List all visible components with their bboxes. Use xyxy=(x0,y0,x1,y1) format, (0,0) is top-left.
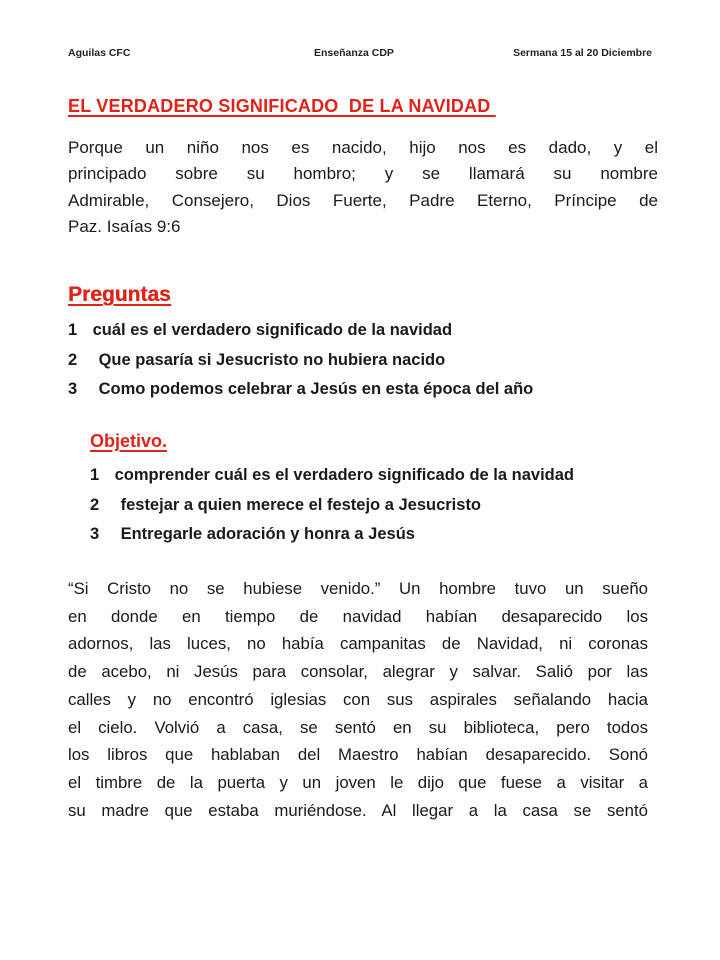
verse-line: principado sobre su hombro; y se llamará su nombre xyxy=(68,164,658,184)
item-text: Entregarle adoración y honra a Jesús xyxy=(120,525,415,543)
verse-line: Porque un niño nos es nacido, hijo nos es dado, y el xyxy=(68,138,658,157)
story-line: adornos, las luces, no había campanitas de Navidad, ni coronas xyxy=(68,634,648,654)
story-line: calles y no encontró iglesias con sus aspirales señalando hacia xyxy=(68,689,648,709)
document-title: EL VERDADERO SIGNIFICADO DE LA NAVIDAD xyxy=(68,96,496,116)
story-line: en donde en tiempo de navidad habían desaparecido los xyxy=(68,606,648,626)
verse-line: Admirable, Consejero, Dios Fuerte, Padre Eterno, Príncipe de xyxy=(68,190,658,210)
item-text: Como podemos celebrar a Jesús en esta época del año xyxy=(98,380,534,398)
item-number: 1 xyxy=(68,321,78,339)
preguntas-list xyxy=(68,316,668,405)
list-item xyxy=(90,461,690,491)
item-number: 3 xyxy=(90,525,100,543)
story-line: su madre que estaba muriéndose. Al llegar a la casa se sentó xyxy=(68,800,648,820)
bible-verse xyxy=(68,135,658,240)
page-header xyxy=(68,47,652,63)
preguntas-heading: Preguntas xyxy=(68,283,171,306)
item-text: festejar a quien merece el festejo a Jesucristo xyxy=(120,495,482,514)
header-left: Aguilas CFC xyxy=(68,47,131,59)
list-item xyxy=(90,520,690,550)
story-line: de acebo, ni Jesús para consolar, alegrar y salvar. Salió por las xyxy=(68,662,648,682)
item-number: 3 xyxy=(68,380,78,398)
item-text: comprender cuál es el verdadero significado de la navidad xyxy=(114,466,574,484)
item-text: cuál es el verdadero significado de la navidad xyxy=(92,321,453,339)
story-paragraph xyxy=(68,575,648,824)
list-item xyxy=(68,346,668,376)
item-text: Que pasaría si Jesucristo no hubiera nacido xyxy=(98,350,446,369)
item-number: 1 xyxy=(90,466,100,484)
objetivo-heading: Objetivo. xyxy=(90,431,168,451)
header-center: Enseñanza CDP xyxy=(314,47,394,59)
story-line: los libros que hablaban del Maestro habían desaparecido. Sonó xyxy=(68,745,648,765)
list-item xyxy=(68,375,668,405)
item-number: 2 xyxy=(90,495,100,514)
header-right: Sermana 15 al 20 Diciembre xyxy=(513,47,652,59)
objetivo-list xyxy=(90,461,690,550)
verse-line: Paz. Isaías 9:6 xyxy=(68,216,181,236)
list-item xyxy=(68,316,668,346)
story-line: el cielo. Volvió a casa, se sentó en su biblioteca, pero todos xyxy=(68,717,648,737)
story-line: “Si Cristo no se hubiese venido.” Un hombre tuvo un sueño xyxy=(68,579,648,598)
story-line: el timbre de la puerta y un joven le dijo que fuese a visitar a xyxy=(68,772,648,792)
item-number: 2 xyxy=(68,350,78,369)
list-item xyxy=(90,491,690,521)
